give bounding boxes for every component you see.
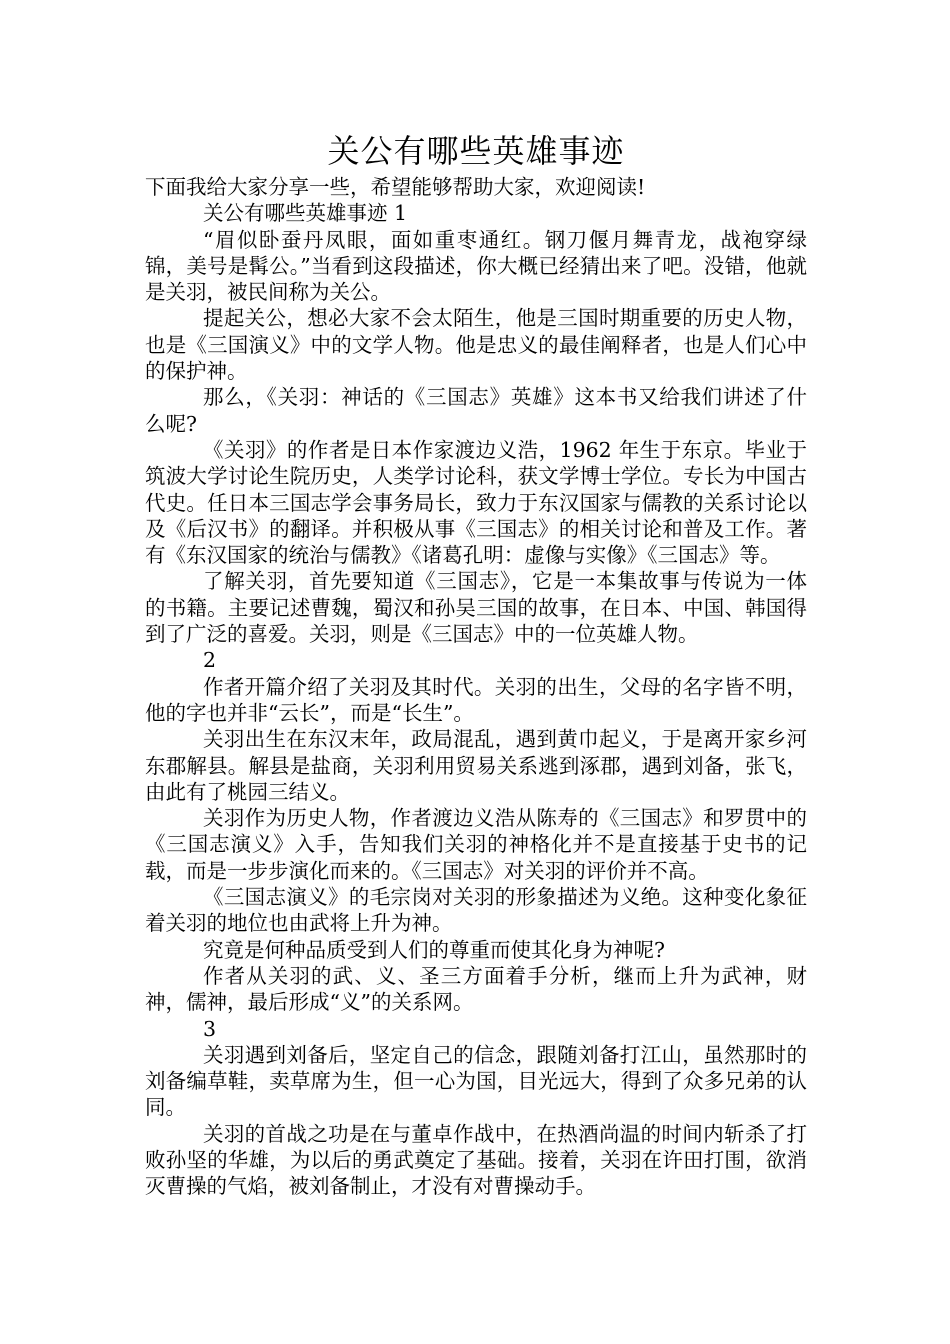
section-heading-3: 3 [203, 1016, 217, 1041]
body-paragraph: 那么，《关羽：神话的《三国志》英雄》这本书又给我们讲述了什么呢? [145, 385, 807, 436]
body-paragraph: 关羽的首战之功是在与董卓作战中，在热酒尚温的时间内斩杀了打败孙坚的华雄，为以后的勇武奠定了基础。接着，关羽在许田打围，欲消灭曹操的气焰，被刘备制止，才没有对曹操动手。 [145, 1121, 807, 1199]
body-paragraph: 《关羽》的作者是日本作家渡边义浩，1962 年生于东京。毕业于筑波大学讨论生院历史，人类学讨论科，获文学博士学位。专长为中国古代史。任日本三国志学会事务局长，致力于东汉国家与儒教的关系讨论以及《后汉书》的翻译。并积极从事《三国志》的相关讨论和普及工作。著有《东汉国家的统治与儒教》《诸葛孔明：虚像与实像》《三国志》等。 [145, 437, 807, 568]
section-heading-1: 关公有哪些英雄事迹 1 [203, 201, 408, 226]
body-paragraph: 了解关羽，首先要知道《三国志》，它是一本集故事与传说为一体的书籍。主要记述曹魏，蜀汉和孙吴三国的故事，在日本、中国、韩国得到了广泛的喜爱。关羽，则是《三国志》中的一位英雄人物。 [145, 569, 807, 647]
body-paragraph: 关羽遇到刘备后，坚定自己的信念，跟随刘备打江山，虽然那时的刘备编草鞋，卖草席为生，但一心为国，目光远大，得到了众多兄弟的认同。 [145, 1042, 807, 1120]
body-paragraph: 《三国志演义》的毛宗岗对关羽的形象描述为义绝。这种变化象征着关羽的地位也由武将上升为神。 [145, 885, 807, 936]
body-paragraph: 作者从关羽的武、义、圣三方面着手分析，继而上升为武神，财神，儒神，最后形成“义”的关系网。 [145, 963, 807, 1015]
document-title: 关公有哪些英雄事迹 [327, 132, 625, 170]
body-paragraph: 作者开篇介绍了关羽及其时代。关羽的出生，父母的名字皆不明，他的字也并非“云长”，而是“长生”。 [145, 674, 807, 725]
body-paragraph: “眉似卧蚕丹凤眼，面如重枣通红。钢刀偃月舞青龙，战袍穿绿锦，美号是髯公。”当看到这段描述，你大概已经猜出来了吧。没错，他就是关羽，被民间称为关公。 [145, 227, 807, 305]
body-paragraph: 提起关公，想必大家不会太陌生，他是三国时期重要的历史人物，也是《三国演义》中的文学人物。他是忠义的最佳阐释者，也是人们心中的保护神。 [145, 306, 807, 384]
document-page [145, 128, 807, 1200]
body-paragraph: 关羽出生在东汉末年，政局混乱，遇到黄巾起义，于是离开家乡河东郡解县。解县是盐商，关羽利用贸易关系逃到涿郡，遇到刘备，张飞，由此有了桃园三结义。 [145, 727, 807, 804]
section-heading-2: 2 [203, 648, 217, 673]
body-paragraph: 关羽作为历史人物，作者渡边义浩从陈寿的《三国志》和罗贯中的《三国志演义》入手，告知我们关羽的神格化并不是直接基于史书的记载，而是一步步演化而来的。《三国志》对关羽的评价并不高。 [145, 806, 807, 883]
body-paragraph: 究竟是何种品质受到人们的尊重而使其化身为神呢? [203, 937, 665, 962]
intro-paragraph: 下面我给大家分享一些，希望能够帮助大家，欢迎阅读! [145, 175, 646, 199]
